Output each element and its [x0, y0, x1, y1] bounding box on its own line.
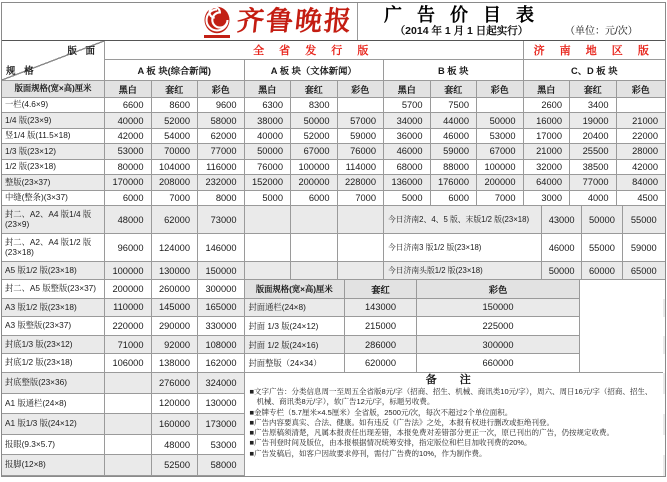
- price-cell: 48000: [105, 206, 152, 234]
- price-cell: 6000: [291, 191, 338, 206]
- price-cell: 124000: [152, 234, 199, 262]
- price-cell: 92000: [152, 336, 199, 355]
- block-header-a-general: A 板 块(综合新闻): [105, 60, 245, 81]
- price-cell: 36000: [384, 129, 431, 144]
- price-cell: 68000: [384, 160, 431, 175]
- price-cell: 64000: [524, 175, 571, 190]
- price-cell: 46000: [431, 129, 478, 144]
- price-type-header: 彩色: [477, 81, 524, 98]
- price-cell: 276000: [152, 373, 199, 394]
- price-cell: 6300: [245, 98, 292, 113]
- price-cell: 106000: [105, 354, 152, 373]
- row-label: 报眼(9.3×5.7): [2, 435, 105, 456]
- price-cell: 57000: [338, 113, 385, 128]
- table-row: [2, 191, 665, 206]
- price-cell: 53000: [198, 435, 245, 456]
- price-cell: 21000: [524, 144, 571, 159]
- brand-name: 齐鲁晚报: [235, 5, 355, 37]
- table-row: [2, 160, 665, 175]
- price-cell: [477, 98, 524, 113]
- note-line: ■广告原稿须清楚，凡属本报责任出现差错，本报免费对差错部分更正一次，原已刊出的广告，仍按规定收费。: [249, 428, 615, 438]
- note-line: ■金牌专栏（5.7厘米×4.5厘米）全省版，2500元/次，每次不超过2个单位面积。: [249, 407, 513, 417]
- price-cell: 7500: [431, 98, 478, 113]
- price-cell: 208000: [152, 175, 199, 190]
- standard-rows: [2, 98, 665, 206]
- table-row: [2, 129, 665, 144]
- note-line: ■广告内容要真实、合法、健康。如有违反《广告法》之处，本报有权进行删改或拒绝刊登。: [249, 417, 555, 427]
- price-cell: 6600: [105, 98, 152, 113]
- price-cell: 3400: [570, 98, 617, 113]
- cover-caise-header: 彩色: [417, 280, 580, 299]
- price-cell: 42000: [105, 129, 152, 144]
- size-column-header: 版面规格(宽×高)厘米: [2, 81, 105, 98]
- price-type-header: 彩色: [617, 81, 666, 98]
- block-header-row: [105, 60, 665, 81]
- table-row: [2, 299, 665, 318]
- table-row: [2, 354, 665, 373]
- price-cell: 96000: [105, 234, 152, 262]
- price-cell: 165000: [198, 299, 245, 318]
- table-header: [2, 41, 665, 81]
- brand-logo: [2, 3, 358, 40]
- brand-underline: [204, 35, 230, 38]
- corner-cell: [2, 41, 105, 81]
- page-title: 广 告 价 目 表: [384, 4, 540, 25]
- table-row: [2, 144, 665, 159]
- price-cell: 80000: [105, 160, 152, 175]
- row-label: A1 版1/3 版(24×12): [2, 414, 105, 435]
- price-cell: 4000: [570, 191, 617, 206]
- cover-position-label: 封面 1/2 版(24×16): [245, 336, 346, 355]
- region-header-row: [105, 41, 665, 60]
- price-cell: 59000: [338, 129, 385, 144]
- row-label: 一栏(4.6×9): [2, 98, 105, 113]
- price-cell: 100000: [105, 262, 152, 280]
- price-cell: 46000: [542, 234, 582, 262]
- price-cell: 200000: [105, 280, 152, 299]
- row-label: A3 版整版(23×37): [2, 317, 105, 336]
- row-label: 封二、A2、A4 版1/2 版(23×18): [2, 234, 105, 262]
- row-label: 中缝(整条)(3×37): [2, 191, 105, 206]
- price-cell: 225000: [417, 317, 580, 336]
- price-cell: 138000: [152, 354, 199, 373]
- price-cell: 25500: [570, 144, 617, 159]
- price-cell: 660000: [417, 354, 580, 373]
- price-cell: 108000: [198, 336, 245, 355]
- row-label: 封底1/2 版(23×18): [2, 354, 105, 373]
- price-cell: 70000: [152, 144, 199, 159]
- price-cell: 73000: [198, 206, 245, 234]
- price-cell: 228000: [338, 175, 385, 190]
- price-cell: 20400: [570, 129, 617, 144]
- price-cell: 114000: [338, 160, 385, 175]
- price-cell: 46000: [384, 144, 431, 159]
- price-cell: 58000: [198, 455, 245, 476]
- price-cell: [105, 394, 152, 415]
- price-cell: 55000: [582, 234, 622, 262]
- price-type-header: 套红: [431, 81, 478, 98]
- price-cell: 324000: [198, 373, 245, 394]
- price-cell: 220000: [105, 317, 152, 336]
- price-cell: 200000: [291, 175, 338, 190]
- empty-cell: [291, 206, 338, 234]
- price-cell: 110000: [105, 299, 152, 318]
- table-row: [2, 113, 665, 128]
- note-line: ■广告刊登时间及版位，由本报根据情况统筹安排，指定版位和栏目加收刊费的20%。: [249, 438, 532, 448]
- price-cell: 152000: [245, 175, 292, 190]
- region-header-province: 全 省 发 行 版: [105, 41, 524, 60]
- price-cell: 55000: [623, 206, 665, 234]
- price-cell: 6000: [431, 191, 478, 206]
- price-cell: 8600: [152, 98, 199, 113]
- price-cell: 28000: [617, 144, 666, 159]
- price-cell: 176000: [431, 175, 478, 190]
- brand-emblem: [203, 6, 231, 38]
- cover-position-label: 封面 1/3 版(24×12): [245, 317, 346, 336]
- price-cell: [105, 414, 152, 435]
- price-cell: 130000: [198, 394, 245, 415]
- unit-label: （单位：元/次）: [565, 26, 638, 37]
- price-cell: 100000: [291, 160, 338, 175]
- price-cell: 136000: [384, 175, 431, 190]
- corner-label-banmian: 版 面: [67, 46, 98, 57]
- table-row: [2, 234, 665, 262]
- price-cell: 50000: [245, 144, 292, 159]
- row-label: A5 版1/2 版(23×18): [2, 262, 105, 280]
- price-cell: 173000: [198, 414, 245, 435]
- price-type-header: 套红: [152, 81, 199, 98]
- price-cell: 290000: [152, 317, 199, 336]
- price-cell: 160000: [152, 414, 199, 435]
- price-cell: 286000: [345, 336, 417, 355]
- title-block: [358, 3, 539, 40]
- price-cell: 5000: [384, 191, 431, 206]
- row-label: 封底整版(23×36): [2, 373, 105, 394]
- price-cell: 200000: [477, 175, 524, 190]
- price-type-header: 黑白: [245, 81, 292, 98]
- price-type-header: 黑白: [524, 81, 571, 98]
- jinan-edition-label: 今日济南3 版1/2 版(23×18): [384, 234, 542, 262]
- empty-cell: [245, 206, 292, 234]
- row-label: 封二、A2、A4 版1/4 版(23×9): [2, 206, 105, 234]
- empty-cell: [338, 262, 385, 280]
- price-cell: 21000: [617, 113, 666, 128]
- price-cell: 44000: [431, 113, 478, 128]
- price-cell: 143000: [345, 299, 417, 318]
- price-cell: 300000: [417, 336, 580, 355]
- price-cell: 100000: [477, 160, 524, 175]
- empty-cell: [245, 234, 292, 262]
- price-cell: 38500: [570, 160, 617, 175]
- price-cell: 40000: [245, 129, 292, 144]
- price-cell: 16000: [524, 113, 571, 128]
- price-cell: 52000: [291, 129, 338, 144]
- price-cell: 5000: [245, 191, 292, 206]
- price-cell: 8300: [291, 98, 338, 113]
- price-cell: 215000: [345, 317, 417, 336]
- price-cell: 88000: [431, 160, 478, 175]
- price-cell: 3000: [524, 191, 571, 206]
- notes-title: 备 注: [425, 374, 481, 386]
- masthead: [2, 3, 665, 41]
- price-cell: 300000: [198, 280, 245, 299]
- price-type-header: 黑白: [384, 81, 431, 98]
- empty-cell: [338, 234, 385, 262]
- block-header-a-culture: A 板 块（文体新闻）: [245, 60, 385, 81]
- block-header-cd: C、D 板 块: [524, 60, 666, 81]
- price-cell: 162000: [198, 354, 245, 373]
- price-cell: 19000: [570, 113, 617, 128]
- effective-date: （2014 年 1 月 1 日起实行）: [394, 24, 529, 37]
- price-cell: 104000: [152, 160, 199, 175]
- price-cell: 76000: [245, 160, 292, 175]
- row-label: 1/4 版(23×9): [2, 113, 105, 128]
- price-cell: 65000: [623, 262, 665, 280]
- price-cell: 50000: [477, 113, 524, 128]
- row-label: 封二、A5 版整版(23×37): [2, 280, 105, 299]
- price-cell: 77000: [198, 144, 245, 159]
- price-cell: 62000: [152, 206, 199, 234]
- price-type-header: 彩色: [198, 81, 245, 98]
- price-cell: 8000: [198, 191, 245, 206]
- price-cell: 71000: [105, 336, 152, 355]
- price-cell: 145000: [152, 299, 199, 318]
- price-cell: 2600: [524, 98, 571, 113]
- table-row: [2, 206, 665, 234]
- cover-taohong-header: 套红: [345, 280, 417, 299]
- row-label: A1 版通栏(24×8): [2, 394, 105, 415]
- price-cell: 50000: [291, 113, 338, 128]
- price-cell: 59000: [431, 144, 478, 159]
- price-cell: 32000: [524, 160, 571, 175]
- price-cell: 43000: [542, 206, 582, 234]
- price-cell: [105, 455, 152, 476]
- row-label: 竖1/4 版(11.5×18): [2, 129, 105, 144]
- table-row: [2, 317, 665, 336]
- price-cell: 50000: [542, 262, 582, 280]
- empty-cell: [291, 262, 338, 280]
- empty-cell: [291, 234, 338, 262]
- price-cell: 232000: [198, 175, 245, 190]
- row-label: 1/3 版(23×12): [2, 144, 105, 159]
- price-cell: 53000: [477, 129, 524, 144]
- brand-emblem-icon: [203, 6, 231, 34]
- price-cell: 5700: [384, 98, 431, 113]
- price-cell: 52500: [152, 455, 199, 476]
- region-header-jinan: 济 南 地 区 版: [524, 41, 666, 60]
- note-line: ■文字广告：分类信息周一至周五全省版8元/字（招商、招生、机械、商讯类10元/字），周六、周日16元/字（招商、招生、机械、商讯类8元/字），软广告12元/字，标题另收费。: [249, 387, 653, 407]
- row-label: 整版(23×37): [2, 175, 105, 190]
- price-cell: 150000: [417, 299, 580, 318]
- price-cell: 146000: [198, 234, 245, 262]
- price-cell: 170000: [105, 175, 152, 190]
- subtable-rows: [2, 280, 665, 373]
- cover-a-rows: [2, 206, 665, 280]
- cover-position-label: 封面整版（24×34）: [245, 354, 346, 373]
- price-cell: 9600: [198, 98, 245, 113]
- price-cell: 53000: [105, 144, 152, 159]
- table-row: [2, 280, 665, 299]
- price-cell: 620000: [345, 354, 417, 373]
- corner-label-guige: 规 格: [6, 66, 37, 77]
- ad-price-sheet: [1, 2, 666, 477]
- price-cell: 6000: [105, 191, 152, 206]
- row-label: A3 版1/2 版(23×18): [2, 299, 105, 318]
- note-line: ■广告发稿后，如客户因故要求停刊，需付广告费的10%，作为制作费。: [249, 448, 487, 458]
- price-cell: 52000: [152, 113, 199, 128]
- price-cell: 38000: [245, 113, 292, 128]
- price-cell: 84000: [617, 175, 666, 190]
- cover-size-header: 版面规格(宽×高)厘米: [245, 280, 346, 299]
- price-cell: 58000: [198, 113, 245, 128]
- price-cell: 50000: [582, 206, 622, 234]
- table-row: [2, 262, 665, 280]
- price-cell: 67000: [477, 144, 524, 159]
- price-cell: 42000: [617, 160, 666, 175]
- price-cell: 22000: [617, 129, 666, 144]
- price-cell: 59000: [623, 234, 665, 262]
- price-cell: 150000: [198, 262, 245, 280]
- price-cell: 48000: [152, 435, 199, 456]
- empty-cell: [338, 206, 385, 234]
- price-cell: 77000: [570, 175, 617, 190]
- price-cell: 7000: [477, 191, 524, 206]
- price-cell: [617, 98, 666, 113]
- price-type-header: 黑白: [105, 81, 152, 98]
- cover-position-label: 封面通栏(24×8): [245, 299, 346, 318]
- row-label: 报脚(12×8): [2, 455, 105, 476]
- table-row: [2, 98, 665, 113]
- notes-panel: [245, 373, 664, 476]
- row-label: 1/2 版(23×18): [2, 160, 105, 175]
- notes-rows: [2, 373, 665, 476]
- price-cell: 54000: [152, 129, 199, 144]
- jinan-edition-label: 今日济南头版1/2 版(23×18): [384, 262, 542, 280]
- price-type-header-row: [2, 81, 665, 98]
- table-row: [2, 336, 665, 355]
- price-cell: 7000: [152, 191, 199, 206]
- price-cell: [338, 98, 385, 113]
- price-cell: 34000: [384, 113, 431, 128]
- price-type-header: 套红: [291, 81, 338, 98]
- price-cell: 7000: [338, 191, 385, 206]
- price-cell: 116000: [198, 160, 245, 175]
- price-cell: 330000: [198, 317, 245, 336]
- price-type-header: 套红: [570, 81, 617, 98]
- price-cell: 260000: [152, 280, 199, 299]
- price-cell: 4500: [617, 191, 666, 206]
- price-cell: 60000: [582, 262, 622, 280]
- price-cell: 40000: [105, 113, 152, 128]
- price-cell: 120000: [152, 394, 199, 415]
- empty-region: [580, 280, 663, 373]
- jinan-edition-label: 今日济南2、4、5 版、末版1/2 版(23×18): [384, 206, 542, 234]
- price-cell: 62000: [198, 129, 245, 144]
- empty-cell: [245, 262, 292, 280]
- price-cell: 17000: [524, 129, 571, 144]
- price-type-header: 彩色: [338, 81, 385, 98]
- table-row: [2, 175, 665, 190]
- row-label: 封底1/3 版(23×12): [2, 336, 105, 355]
- price-cell: [105, 373, 152, 394]
- block-header-b: B 板 块: [384, 60, 524, 81]
- price-cell: 67000: [291, 144, 338, 159]
- price-cell: 130000: [152, 262, 199, 280]
- price-cell: 76000: [338, 144, 385, 159]
- price-cell: [105, 435, 152, 456]
